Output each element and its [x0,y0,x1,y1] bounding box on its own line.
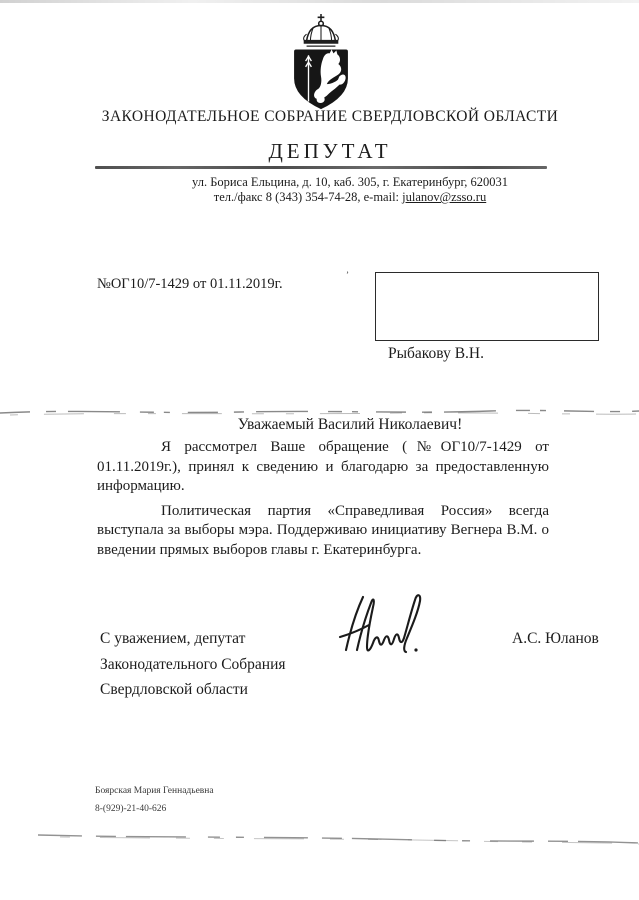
letterhead-address [100,175,600,205]
scan-speck: ’ [346,270,349,280]
handwritten-signature-icon [336,590,431,658]
letterhead-rule [95,166,547,169]
phone-fax-text: тел./факс 8 (343) 354-74-28, e-mail: [213,190,403,204]
executor-footer [95,786,214,822]
org-name-title: ЗАКОНОДАТЕЛЬНОЕ СОБРАНИЕ СВЕРДЛОВСКОЙ ОБЛАСТИ [101,108,559,125]
email-link: julanov@zsso.ru [402,190,487,204]
letter-body [97,438,549,565]
signer-name: А.С. Юланов [512,630,599,647]
ref-number: №ОГ10/7-1429 от 01.11.2019г. [97,276,283,292]
coat-of-arms-icon [282,13,360,113]
recipient-address-box [375,272,599,341]
footer-contact-name: Боярская Мария Геннадьевна [95,786,214,796]
closing-block [100,626,286,703]
closing-line-1: С уважением, депутат [100,630,246,647]
footer-contact-phone: 8-(929)-21-40-626 [95,804,167,814]
contact-line [100,190,600,205]
recipient-name: Рыбакову В.Н. [388,345,484,362]
address-line: ул. Бориса Ельцина, д. 10, каб. 305, г. Екатеринбург, 620031 [192,175,508,189]
body-paragraph-2: Политическая партия «Справедливая Россия» всегда выступала за выборы мэра. Поддерживаю инициативу Вегнера В.М. о введении прямых выборов главы г. Екатеринбурга. [97,502,549,558]
closing-line-2: Законодательного Собрания [100,655,286,673]
body-paragraph-1: Я рассмотрел Ваше обращение (№ОГ10/7-1429 от 01.11.2019г.), принял к сведению и благодарю за предоставленную информацию. [97,439,549,494]
deputy-title: ДЕПУТАТ [268,139,392,163]
salutation: Уважаемый Василий Николаевич! [237,416,463,433]
scan-artifact-line [0,828,639,846]
scan-top-edge-shadow [0,0,639,3]
closing-line-3: Свердловской области [100,681,248,698]
